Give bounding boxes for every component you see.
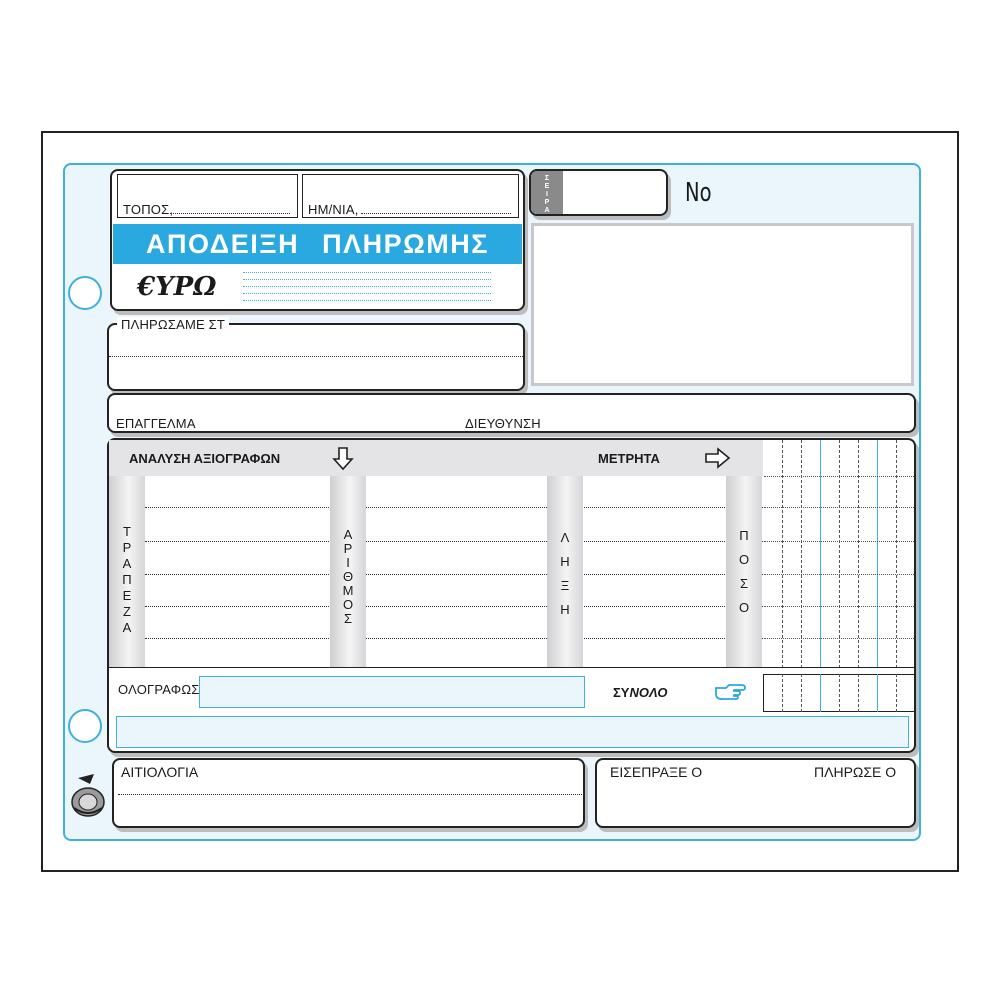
stamp-area[interactable] xyxy=(531,223,914,386)
amount-line xyxy=(243,293,491,294)
number-column xyxy=(330,476,366,668)
bank-column-letter: Α xyxy=(122,620,132,635)
amount-grid-row xyxy=(764,638,914,639)
amount-grid-line xyxy=(877,440,878,668)
amount-column-letter: Π xyxy=(739,528,749,543)
received-by-label: ΕΙΣΕΠΡΑΞΕ Ο xyxy=(610,764,703,780)
expiry-column xyxy=(547,476,583,668)
cheques-header: ΑΝΑΛΥΣΗ ΑΞΙΟΓΡΑΦΩΝ xyxy=(129,451,281,466)
reason-box[interactable] xyxy=(112,758,585,828)
bank-column-letter: Ε xyxy=(122,588,132,603)
title-bar xyxy=(113,224,522,264)
in-words-extra-field[interactable] xyxy=(116,716,909,748)
bank-column-letter: Τ xyxy=(123,524,131,539)
signatures-box[interactable] xyxy=(595,758,916,828)
bank-column-letter: Ρ xyxy=(122,540,132,555)
expiry-column-letter: Ξ xyxy=(560,578,570,593)
total-grid-line xyxy=(820,674,821,712)
amount-grid-row xyxy=(764,476,914,477)
number-column-letter: Α xyxy=(343,527,353,542)
currency-label: €ΥΡΩ xyxy=(137,272,217,302)
number-column-letter: Ο xyxy=(342,597,354,612)
amount-column xyxy=(726,476,762,668)
table-row-line xyxy=(145,574,763,575)
address-label: ΔΙΕΥΘΥΝΣΗ xyxy=(465,416,541,431)
total-label xyxy=(613,685,668,700)
in-words-field[interactable] xyxy=(199,676,585,708)
table-row-line xyxy=(145,606,763,607)
punch-hole-top xyxy=(68,276,102,310)
publisher-logo-icon xyxy=(68,772,108,820)
bank-column-letter: Π xyxy=(122,572,132,587)
in-words-label: ΟΛΟΓΡΑΦΩΣ xyxy=(118,682,200,697)
amount-line xyxy=(243,279,491,280)
number-column-letter: Μ xyxy=(342,583,354,598)
table-row-line xyxy=(145,541,763,542)
date-box[interactable] xyxy=(302,174,519,218)
reason-label: ΑΙΤΙΟΛΟΓΙΑ xyxy=(121,764,199,780)
reason-line xyxy=(118,794,582,795)
bank-column-label xyxy=(109,524,145,636)
paid-to-box[interactable] xyxy=(107,323,525,391)
profession-address-box[interactable] xyxy=(107,393,916,433)
series-letter: Ρ xyxy=(544,199,550,206)
date-label: ΗΜ/ΝΙΑ, xyxy=(308,202,359,217)
amount-grid-row xyxy=(764,606,914,607)
amount-grid-line xyxy=(896,440,897,668)
number-column-letter: Ι xyxy=(346,555,350,570)
expiry-column-label xyxy=(547,526,583,622)
amount-grid-line xyxy=(858,440,859,668)
expiry-column-letter: Η xyxy=(560,554,570,569)
pointing-hand-icon xyxy=(714,682,746,700)
total-grid-line xyxy=(877,674,878,712)
table-row-line xyxy=(145,507,763,508)
total-label-prefix: ΣΥ xyxy=(613,685,630,700)
amount-line xyxy=(243,286,491,287)
total-grid-line xyxy=(801,674,802,712)
place-line xyxy=(170,213,290,214)
number-column-letter: Σ xyxy=(343,611,353,626)
bank-column xyxy=(109,476,145,668)
total-grid-line xyxy=(839,674,840,712)
series-letter: Ι xyxy=(546,191,548,198)
number-label: No xyxy=(685,178,712,208)
table-row-line xyxy=(145,638,763,639)
amount-line xyxy=(243,272,491,273)
amount-grid-line xyxy=(782,440,783,668)
bank-column-letter: Ζ xyxy=(123,604,131,619)
number-column-letter: Θ xyxy=(342,569,354,584)
profession-label: ΕΠΑΓΓΕΛΜΑ xyxy=(116,416,196,431)
arrow-right-icon xyxy=(705,447,731,469)
number-box xyxy=(675,169,916,216)
document-title: ΑΠΟΔΕΙΞΗ ΠΛΗΡΩΜΗΣ xyxy=(146,229,489,259)
amount-grid-row xyxy=(764,507,914,508)
date-line xyxy=(361,213,511,214)
total-grid-line xyxy=(896,674,897,712)
total-label-rest: ΝΟΛΟ xyxy=(629,685,668,700)
amount-grid-row xyxy=(764,541,914,542)
place-box[interactable] xyxy=(117,174,298,218)
amount-grid-row xyxy=(764,574,914,575)
arrow-down-icon xyxy=(332,447,354,471)
amount-grid-line xyxy=(801,440,802,668)
cash-header: ΜΕΤΡΗΤΑ xyxy=(598,451,660,466)
amount-column-label xyxy=(726,524,762,620)
number-column-letter: Ρ xyxy=(343,541,353,556)
table-divider xyxy=(109,667,914,668)
punch-hole-bottom xyxy=(68,709,102,743)
amount-column-letter: Σ xyxy=(739,576,749,591)
paid-by-label: ΠΛΗΡΩΣΕ Ο xyxy=(814,764,897,780)
series-tab xyxy=(531,171,563,216)
place-label: ΤΟΠΟΣ, xyxy=(123,202,174,217)
amount-grid-line xyxy=(820,440,821,668)
amount-column-letter: Ο xyxy=(738,600,750,615)
series-box[interactable] xyxy=(529,169,668,216)
amount-column-letter: Ο xyxy=(738,552,750,567)
number-column-label xyxy=(330,528,366,626)
series-letter: Σ xyxy=(544,175,550,182)
series-label xyxy=(531,175,563,215)
total-grid-line xyxy=(782,674,783,712)
bank-column-letter: Α xyxy=(122,556,132,571)
amount-line xyxy=(243,300,491,301)
paid-to-label: ΠΛΗΡΩΣΑΜΕ ΣΤ xyxy=(117,317,229,332)
analysis-header xyxy=(109,440,763,476)
paid-to-line xyxy=(109,356,523,357)
total-grid-line xyxy=(858,674,859,712)
amount-grid-line xyxy=(839,440,840,668)
expiry-column-letter: Η xyxy=(560,602,570,617)
series-letter: Α xyxy=(544,207,550,214)
expiry-column-letter: Λ xyxy=(560,530,570,545)
series-letter: Ε xyxy=(544,183,550,190)
